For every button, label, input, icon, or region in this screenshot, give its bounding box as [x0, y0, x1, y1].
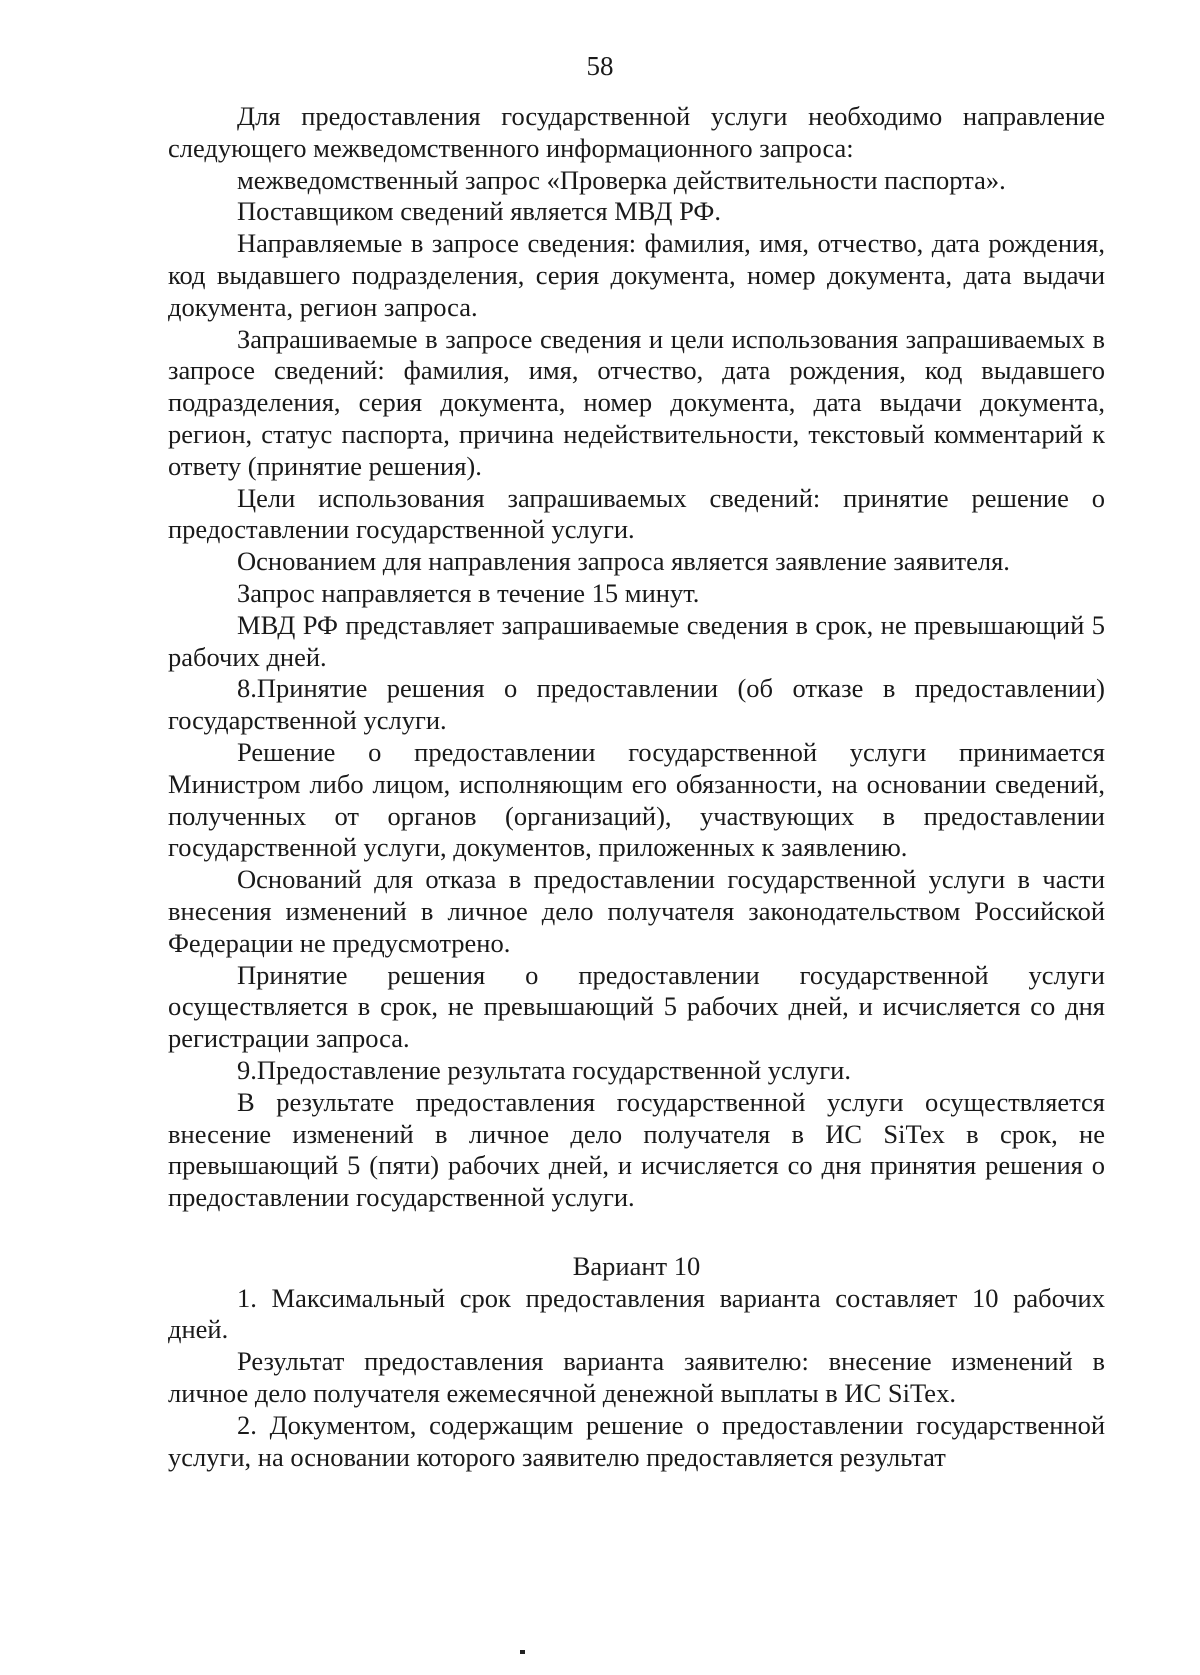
paragraph-response-deadline: МВД РФ представляет запрашиваемые сведения в срок, не превышающий 5 рабочих дней.	[168, 609, 1105, 672]
variant-heading: Вариант 10	[572, 1250, 701, 1281]
paragraph-decision-document: 2. Документом, содержащим решение о предоставлении государственной услуги, на основании которого заявителю предоставляется результат	[168, 1409, 1105, 1472]
paragraph-result-provision: В результате предоставления государственной услуги осуществляется внесение изменений в личное дело получателя в ИС SiTex в срок, не превышающий 5 (пяти) рабочих дней, и исчисляется со дня принятия решения о предоставлении государственной услуги.	[168, 1086, 1105, 1213]
paragraph-request-basis: Основанием для направления запроса является заявление заявителя.	[237, 546, 1010, 577]
paragraph-passport-check-request: межведомственный запрос «Проверка действительности паспорта».	[237, 164, 1006, 195]
page-content	[168, 101, 1105, 1473]
paragraph-sent-data: Направляемые в запросе сведения: фамилия, имя, отчество, дата рождения, код выдавшего подразделения, серия документа, номер документа, дата выдачи документа, регион запроса.	[168, 228, 1105, 322]
paragraph-item-8-heading: 8.Принятие решения о предоставлении (об отказе в предоставлении) государственной услуги.	[168, 673, 1105, 736]
paragraph-variant-result: Результат предоставления варианта заявителю: внесение изменений в личное дело получателя ежемесячной денежной выплаты в ИС SiTex.	[168, 1346, 1105, 1409]
scan-speck	[520, 1650, 525, 1654]
paragraph-interagency-request-intro: Для предоставления государственной услуги необходимо направление следующего межведомственного информационного запроса:	[168, 101, 1105, 163]
paragraph-max-term: 1. Максимальный срок предоставления варианта составляет 10 рабочих дней.	[168, 1282, 1105, 1345]
paragraph-decision-maker: Решение о предоставлении государственной услуги принимается Министром либо лицом, исполняющим его обязанности, на основании сведений, полученных от органов (организаций), участвующих в предоставлении государственной услуги, документов, приложенных к заявлению.	[168, 736, 1105, 863]
paragraph-decision-deadline: Принятие решения о предоставлении государственной услуги осуществляется в срок, не превышающий 5 рабочих дней, и исчисляется со дня регистрации запроса.	[168, 959, 1105, 1054]
paragraph-purpose: Цели использования запрашиваемых сведений: принятие решение о предоставлении государственной услуги.	[168, 482, 1105, 545]
page-number: 58	[586, 51, 614, 81]
paragraph-data-provider: Поставщиком сведений является МВД РФ.	[237, 196, 721, 227]
paragraph-item-9-heading: 9.Предоставление результата государственной услуги.	[237, 1054, 851, 1085]
paragraph-requested-data: Запрашиваемые в запросе сведения и цели использования запрашиваемых в запросе сведений: фамилия, имя, отчество, дата рождения, код выдавшего подразделения, серия документа, номер документа, дата выдачи документа, регион, статус паспорта, причина недействительности, текстовый комментарий к ответу (принятие решения).	[168, 323, 1105, 481]
paragraph-refusal-grounds: Оснований для отказа в предоставлении государственной услуги в части внесения изменений в личное дело получателя законодательством Российской Федерации не предусмотрено.	[168, 864, 1105, 958]
paragraph-request-timing: Запрос направляется в течение 15 минут.	[237, 577, 700, 608]
